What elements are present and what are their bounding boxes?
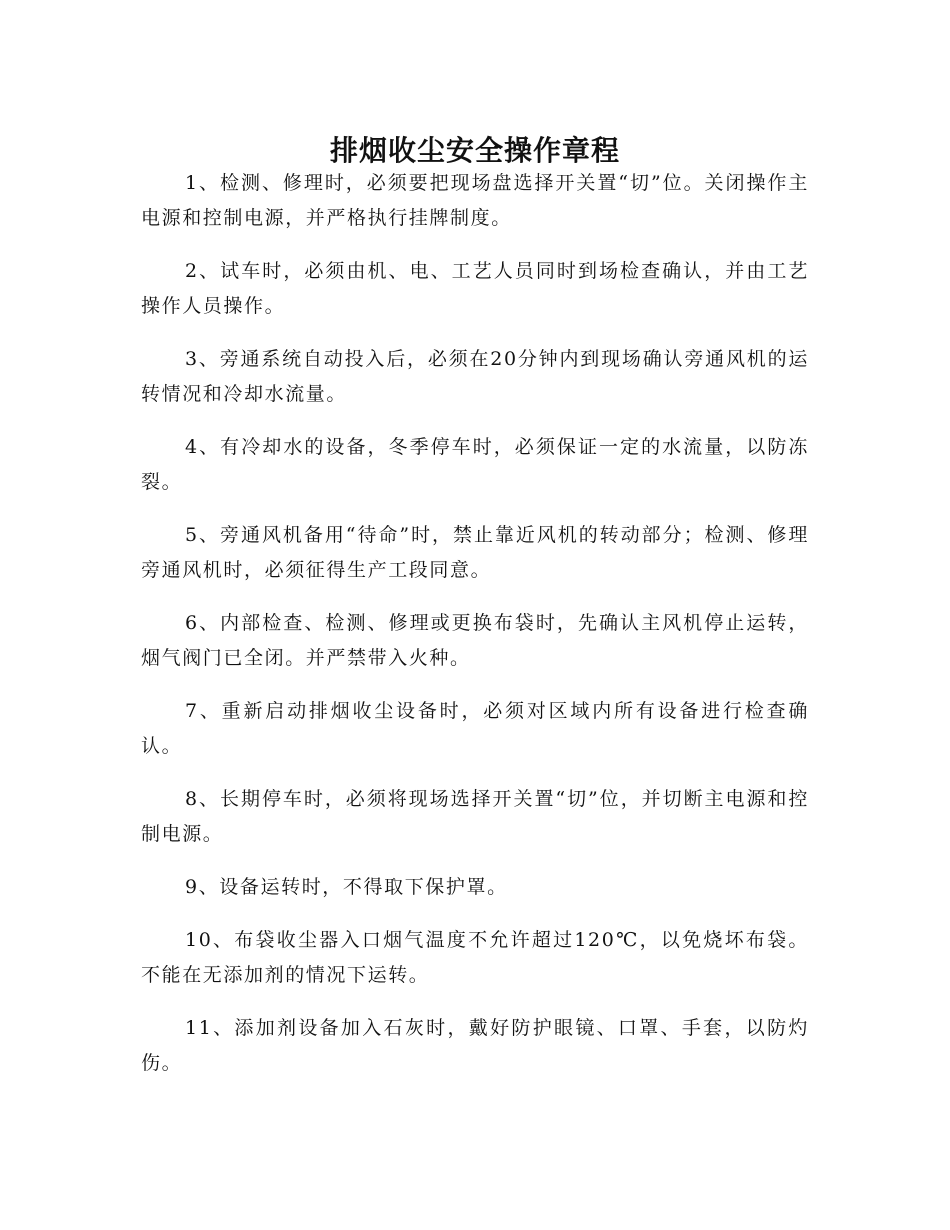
regulation-item-6: 6、内部检查、检测、修理或更换布袋时，先确认主风机停止运转，烟气阀门已全闭。并严禁带入火种。 [141, 612, 809, 669]
regulation-list [141, 166, 809, 1099]
regulation-item-10: 10、布袋收尘器入口烟气温度不允许超过120℃，以免烧坏布袋。不能在无添加剂的情况下运转。 [141, 929, 809, 986]
regulation-item-3: 3、旁通系统自动投入后，必须在20分钟内到现场确认旁通风机的运转情况和冷却水流量。 [141, 348, 809, 405]
regulation-item-2: 2、试车时，必须由机、电、工艺人员同时到场检查确认，并由工艺操作人员操作。 [141, 260, 809, 317]
regulation-item-9: 9、设备运转时，不得取下保护罩。 [185, 876, 508, 898]
regulation-item-5: 5、旁通风机备用“待命”时，禁止靠近风机的转动部分；检测、修理旁通风机时，必须征得生产工段同意。 [141, 524, 809, 581]
regulation-item-11: 11、添加剂设备加入石灰时，戴好防护眼镜、口罩、手套，以防灼伤。 [141, 1017, 809, 1074]
regulation-item-4: 4、有冷却水的设备，冬季停车时，必须保证一定的水流量，以防冻裂。 [141, 436, 809, 493]
regulation-item-1: 1、检测、修理时，必须要把现场盘选择开关置“切”位。关闭操作主电源和控制电源，并严格执行挂牌制度。 [141, 172, 809, 229]
regulation-item-7: 7、重新启动排烟收尘设备时，必须对区域内所有设备进行检查确认。 [141, 700, 809, 757]
regulation-item-8: 8、长期停车时，必须将现场选择开关置“切”位，并切断主电源和控制电源。 [141, 788, 809, 845]
page-title: 排烟收尘安全操作章程 [329, 133, 620, 167]
